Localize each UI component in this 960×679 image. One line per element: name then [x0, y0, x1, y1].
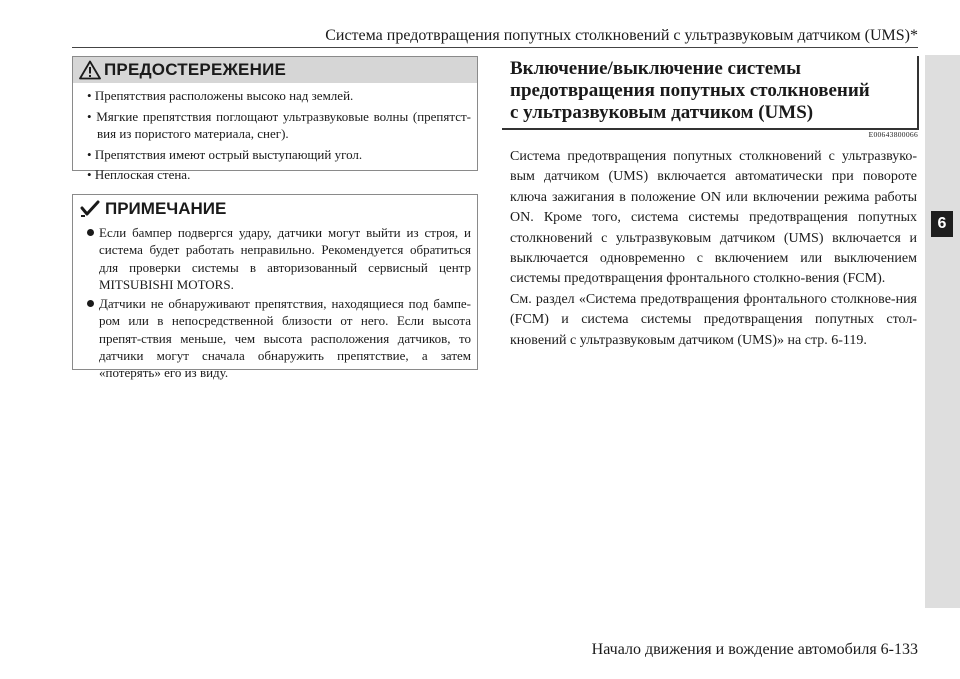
note-box: [72, 194, 478, 381]
note-item: Если бампер подвергся удару, датчики могут выйти из строя, и система будет работать неправильно. Рекомендуется обратиться для проверки системы в авторизованный сервисный центр MITSUBISHI MOTORS.: [87, 224, 471, 293]
page-header: Система предотвращения попутных столкновений с ультразвуковым датчиком (UMS)*: [325, 27, 918, 44]
note-item: Датчики не обнаруживают препятствия, находящиеся под бампе-ром или в непосредственной близости от него. Если высота препят-ствия меньше, чем высота расположения датчиков, то датчики могут сначала обнаружить препятствие, а затем «потерять» его из виду.: [87, 295, 471, 381]
section-body: [510, 147, 917, 351]
chapter-number-badge: 6: [931, 211, 953, 237]
note-title: ПРИМЕЧАНИЕ: [105, 199, 227, 218]
pencil-note-icon: [79, 199, 101, 219]
warning-triangle-icon: [79, 60, 101, 80]
body-paragraph: См. раздел «Система предотвращения фронтального столкнове-ния (FCM) и система системы предотвращения попутных стол-кновений с ультразвуковым датчиком (UMS)» на стр. 6-119.: [510, 291, 917, 348]
warning-item: • Неплоская стена.: [87, 166, 471, 184]
warning-header: [73, 57, 477, 83]
warning-box: [72, 56, 478, 182]
body-paragraph: Система предотвращения попутных столкновений с ультразвуко-вым датчиком (UMS) включается автоматически при повороте ключа зажигания в положение ON или включении режима работы ON. Кроме того, система системы предотвращения попутных столкновений с ультразвуковым датчиком (UMS) включается и выключается одновременно с включением или выключением системы предотвращения фронтального столкно-вения (FCM).: [510, 149, 917, 287]
note-header: [73, 197, 477, 221]
note-list: [73, 224, 477, 382]
warning-item: • Мягкие препятствия поглощают ультразвуковые волны (препятст-вия из пористого материала, снег).: [87, 108, 471, 143]
header-divider: [72, 47, 918, 48]
warning-item: • Препятствия расположены высоко над землей.: [87, 87, 471, 105]
warning-item: • Препятствия имеют острый выступающий угол.: [87, 146, 471, 164]
section-heading-line: предотвращения попутных столкновений: [510, 80, 870, 101]
warning-title: ПРЕДОСТЕРЕЖЕНИЕ: [104, 60, 287, 79]
document-code: E00643800066: [868, 130, 918, 139]
warning-list: [73, 87, 477, 184]
section-heading: [510, 58, 910, 124]
section-heading-line: Включение/выключение системы: [510, 58, 801, 79]
page-footer: Начало движения и вождение автомобиля 6-133: [591, 641, 918, 658]
chapter-side-tab: [925, 55, 960, 608]
section-heading-line: с ультразвуковым датчиком (UMS): [510, 102, 814, 123]
